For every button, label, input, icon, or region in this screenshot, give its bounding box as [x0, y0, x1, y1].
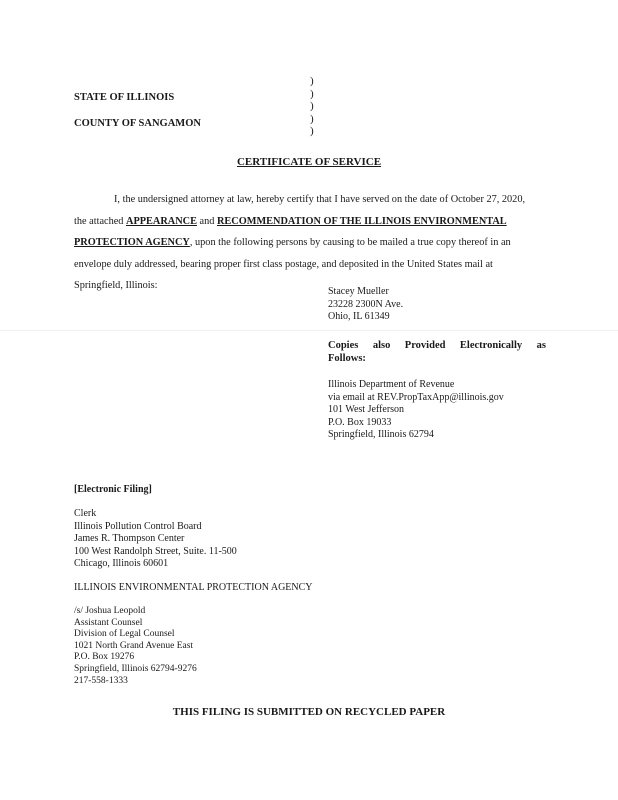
body-line-4: envelope duly addressed, bearing proper first class postage, and deposited in the United States mail at: [74, 258, 493, 270]
signer-city: Springfield, Illinois 62794-9276: [74, 663, 197, 674]
caption-parens: [310, 75, 314, 138]
case-caption: [74, 78, 201, 130]
revenue-box: P.O. Box 19033: [328, 416, 392, 428]
body-line-3: PROTECTION AGENCY, upon the following persons by causing to be mailed a true copy thereof in an: [74, 237, 511, 248]
appearance-title: APPEARANCE: [126, 215, 197, 227]
paren-2: ): [310, 87, 314, 100]
revenue-email: via email at REV.PropTaxApp@illinois.gov: [328, 391, 504, 403]
county-label: COUNTY OF SANGAMON: [74, 118, 201, 129]
recommendation-title-b: PROTECTION AGENCY: [74, 237, 190, 248]
signer-role: Assistant Counsel: [74, 617, 143, 628]
paren-5: ): [310, 125, 314, 137]
scan-artifact-line: [0, 330, 618, 331]
recipient-name: Stacey Mueller: [328, 286, 389, 297]
electronic-filing-label: [Electronic Filing]: [74, 484, 152, 495]
revenue-city: Springfield, Illinois 62794: [328, 429, 434, 440]
recycled-paper-footer: THIS FILING IS SUBMITTED ON RECYCLED PAPER: [172, 706, 446, 718]
revenue-street: 101 West Jefferson: [328, 404, 405, 415]
recipient-address: [328, 286, 403, 324]
signer-division: Division of Legal Counsel: [74, 629, 175, 640]
agency-name: ILLINOIS ENVIRONMENTAL PROTECTION AGENCY: [74, 582, 313, 593]
state-label: STATE OF ILLINOIS: [74, 92, 175, 103]
signer-phone: 217-558-1333: [74, 675, 128, 686]
recipient-city: Ohio, IL 61349: [328, 311, 390, 322]
signer-street: 1021 North Grand Avenue East: [74, 640, 194, 651]
recipient-street: 23228 2300N Ave.: [328, 298, 404, 310]
revenue-name: Illinois Department of Revenue: [328, 379, 455, 390]
certification-paragraph: [74, 189, 550, 297]
clerk-board: Illinois Pollution Control Board: [74, 520, 202, 532]
revenue-address: [328, 379, 504, 442]
recommendation-title-a: RECOMMENDATION OF THE ILLINOIS ENVIRONMENTAL: [216, 215, 507, 227]
clerk-title: Clerk: [74, 508, 97, 519]
signature: /s/ Joshua Leopold: [74, 606, 146, 616]
clerk-city: Chicago, Illinois 60601: [74, 558, 169, 569]
clerk-street: 100 West Randolph Street, Suite. 11-500: [74, 545, 237, 557]
body-line-2: the attached APPEARANCE and RECOMMENDATION OF THE ILLINOIS ENVIRONMENTAL: [74, 215, 507, 227]
body-line-1: I, the undersigned attorney at law, hereby certify that I have served on the date of October 27, 2020,: [114, 194, 526, 205]
clerk-address: [74, 508, 237, 571]
paren-4: ): [310, 112, 314, 125]
paren-3: ): [310, 100, 314, 112]
paren-1: ): [310, 75, 314, 87]
clerk-center: James R. Thompson Center: [74, 533, 185, 544]
body-line-5: Springfield, Illinois:: [74, 280, 158, 291]
copies-heading: Copies also Provided Electronically as Follows:: [328, 340, 546, 364]
signer-box: P.O. Box 19276: [74, 652, 135, 663]
document-title: CERTIFICATE OF SERVICE: [236, 156, 382, 168]
signature-block: [74, 606, 197, 687]
